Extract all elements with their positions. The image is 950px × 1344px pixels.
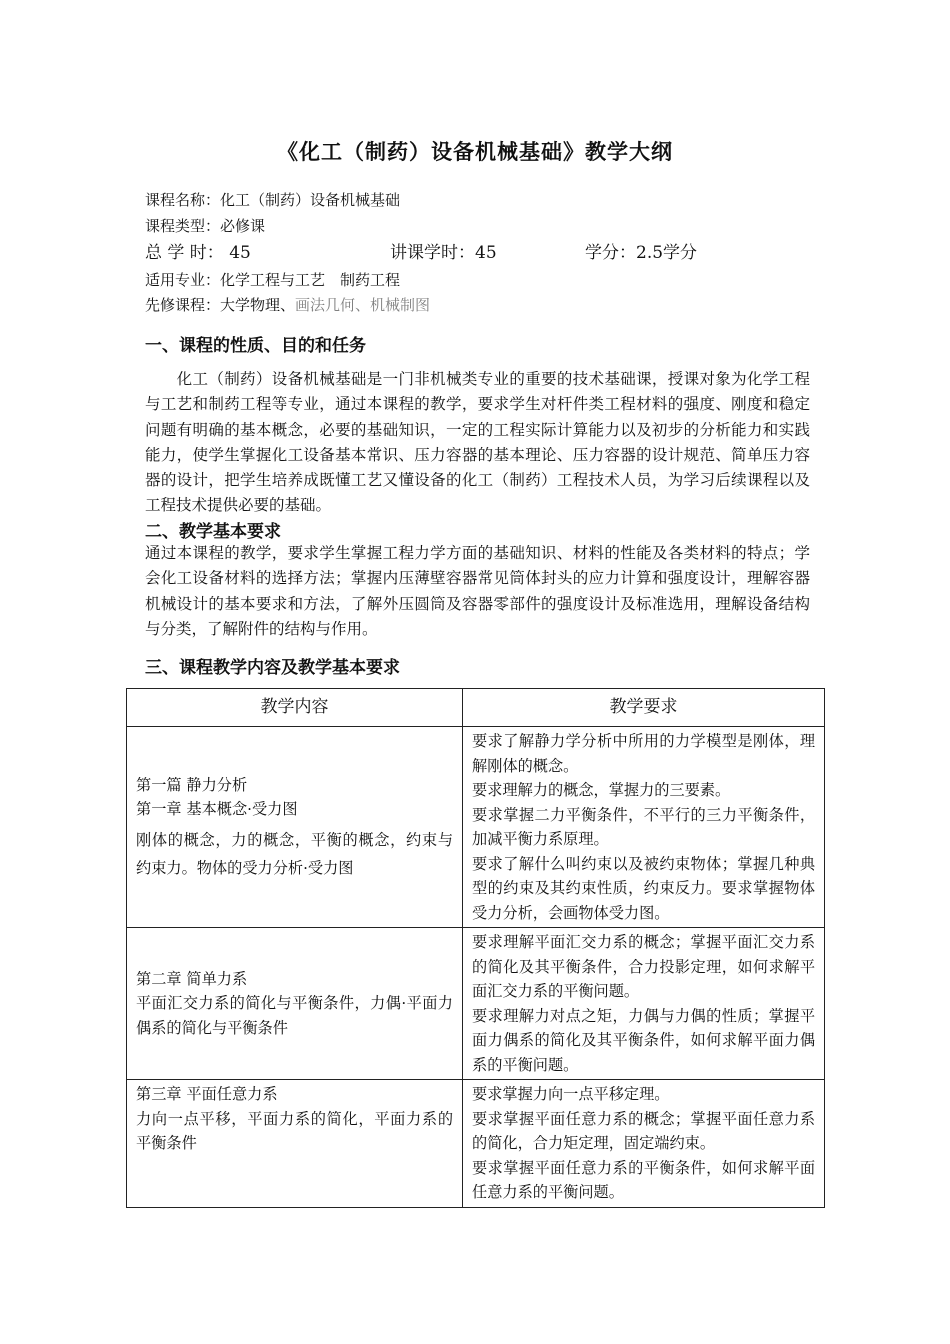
requirement-line: 要求理解力的概念，掌握力的三要素。 (472, 781, 731, 799)
row-3-content (127, 1080, 463, 1208)
section-2-heading: 二、教学基本要求 (145, 522, 281, 542)
requirement-line: 要求掌握平面任意力系的概念；掌握平面任意力系的简化，合力矩定理，固定端约束。 (472, 1109, 815, 1152)
total-hours: 总 学 时： 45 (145, 243, 251, 263)
content-line: 力向一点平移，平面力系的简化，平面力系的平衡条件 (136, 1109, 453, 1152)
content-line: 平面汇交力系的简化与平衡条件，力偶·平面力偶系的简化与平衡条件 (136, 994, 453, 1037)
content-line: 第二章 简单力系 (136, 969, 248, 988)
content-line: 刚体的概念，力的概念，平衡的概念，约束与约束力。物体的受力分析·受力图 (136, 830, 453, 877)
row-1-content (127, 727, 463, 928)
row-2-requirements (463, 928, 825, 1080)
requirement-line: 要求了解静力学分析中所用的力学模型是刚体，理解刚体的概念。 (472, 732, 815, 775)
requirement-line: 要求了解什么叫约束以及被约束物体；掌握几种典型的约束及其约束性质，约束反力。要求掌握物体受力分析，会画物体受力图。 (472, 854, 815, 922)
requirement-line: 要求掌握平面任意力系的平衡条件，如何求解平面任意力系的平衡问题。 (472, 1158, 815, 1201)
requirement-line: 要求理解力对点之矩，力偶与力偶的性质；掌握平面力偶系的简化及其平衡条件，如何求解平面力偶系的平衡问题。 (472, 1006, 815, 1074)
requirement-line: 要求理解平面汇交力系的概念；掌握平面汇交力系的简化及其平衡条件，合力投影定理，如何求解平面汇交力系的平衡问题。 (472, 933, 815, 1000)
header-content: 教学内容 (127, 689, 463, 727)
header-requirements: 教学要求 (463, 689, 825, 727)
course-name: 课程名称：化工（制药）设备机械基础 (145, 191, 401, 209)
prereq-text: 先修课程：大学物理、 (145, 296, 296, 314)
section-1-heading: 一、课程的性质、目的和任务 (145, 336, 366, 356)
requirement-line: 要求掌握力向一点平移定理。 (472, 1085, 670, 1103)
table-row (127, 928, 825, 1080)
prerequisites (145, 295, 430, 315)
prereq-gray-text: 画法几何、机械制图 (295, 296, 431, 314)
section-3-heading: 三、课程教学内容及教学基本要求 (145, 658, 400, 678)
lecture-hours: 讲课学时：45 (390, 243, 497, 263)
section-2-paragraph: 通过本课程的教学，要求学生掌握工程力学方面的基础知识、材料的性能及各类材料的特点；学会化工设备材料的选择方法；掌握内压薄壁容器常见筒体封头的应力计算和强度设计，理解容器机械设计的基本要求和方法，了解外压圆筒及容器零部件的强度设计及标准选用，理解设备结构与分类，了解附件的结构与作用。 (145, 544, 810, 638)
row-1-requirements (463, 727, 825, 928)
table-header-row (127, 689, 825, 727)
content-line: 第三章 平面任意力系 (136, 1085, 278, 1103)
requirement-line: 要求掌握二力平衡条件，不平行的三力平衡条件，加减平衡力系原理。 (472, 805, 815, 848)
syllabus-table (126, 688, 825, 1208)
table-row (127, 727, 825, 928)
credits: 学分：2.5学分 (585, 243, 698, 263)
row-2-content (127, 928, 463, 1080)
row-3-requirements (463, 1080, 825, 1208)
document-title: 《化工（制药）设备机械基础》教学大纲 (277, 140, 673, 164)
table-row (127, 1080, 825, 1208)
course-type: 课程类型：必修课 (145, 217, 266, 235)
content-line: 第一篇 静力分析 (136, 775, 248, 794)
section-1-paragraph: 化工（制药）设备机械基础是一门非机械类专业的重要的技术基础课，授课对象为化学工程与工艺和制药工程等专业，通过本课程的教学，要求学生对杆件类工程材料的强度、刚度和稳定问题有明确的基本概念，必要的基础知识，一定的工程实际计算能力以及初步的分析能力和实践能力，使学生掌握化工设备基本常识、压力容器的基本理论、压力容器的设计规范、简单压力容器的设计，把学生培养成既懂工艺又懂设备的化工（制药）工程技术人员，为学习后续课程以及工程技术提供必要的基础。 (145, 370, 810, 515)
applicable-majors: 适用专业：化学工程与工艺 制药工程 (145, 271, 401, 289)
content-line: 第一章 基本概念·受力图 (136, 800, 298, 818)
